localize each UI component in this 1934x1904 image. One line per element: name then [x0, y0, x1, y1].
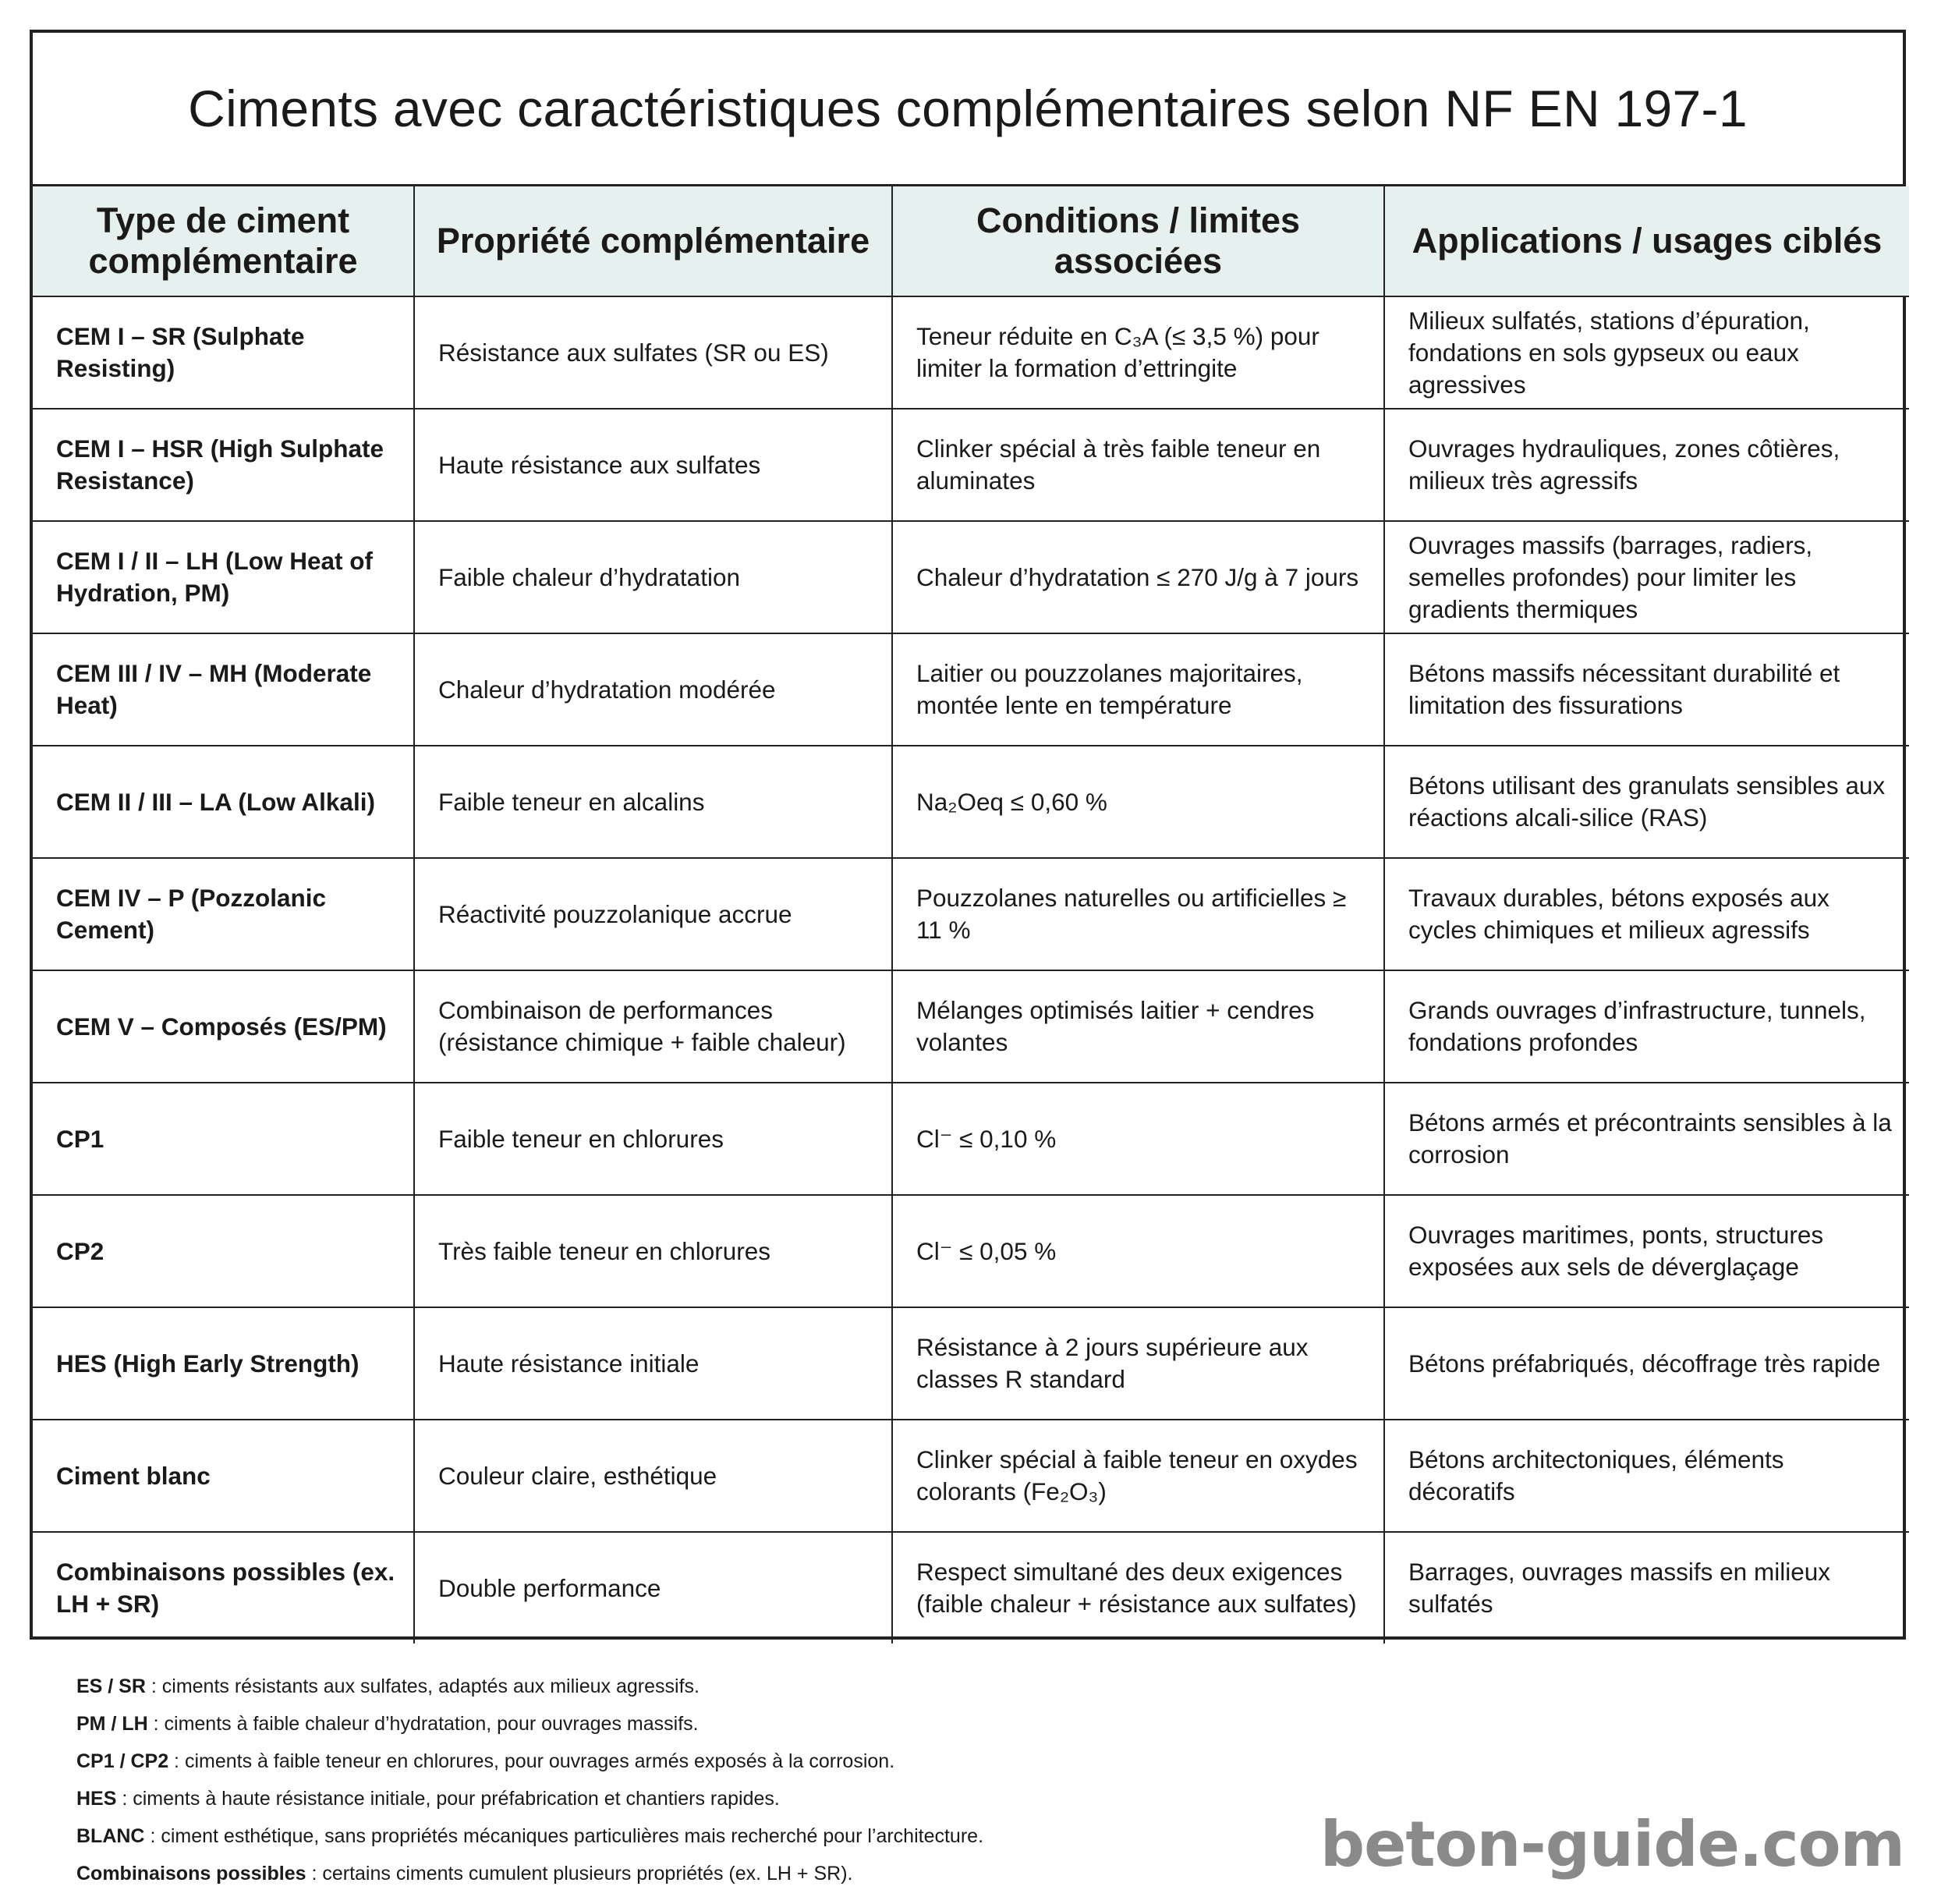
cell-property: Haute résistance aux sulfates: [414, 409, 892, 521]
table-body: [33, 296, 1909, 1643]
footnote-text: : ciments résistants aux sulfates, adaptés aux milieux agressifs.: [145, 1675, 700, 1697]
cell-property: Faible teneur en alcalins: [414, 746, 892, 858]
footnote-item: [76, 1668, 983, 1705]
footnote-term: ES / SR: [76, 1675, 146, 1697]
cell-conditions: Clinker spécial à très faible teneur en aluminates: [892, 409, 1384, 521]
cell-type: CEM I – HSR (High Sulphate Resistance): [33, 409, 414, 521]
footnote-text: : certains ciments cumulent plusieurs propriétés (ex. LH + SR).: [306, 1863, 853, 1884]
cell-applications: Bétons massifs nécessitant durabilité et limitation des fissurations: [1384, 633, 1909, 746]
cell-applications: Bétons architectoniques, éléments décoratifs: [1384, 1420, 1909, 1532]
footnote-item: [76, 1855, 983, 1892]
cell-property: Couleur claire, esthétique: [414, 1420, 892, 1532]
cell-property: Chaleur d’hydratation modérée: [414, 633, 892, 746]
cell-applications: Ouvrages massifs (barrages, radiers, semelles profondes) pour limiter les gradients thermiques: [1384, 521, 1909, 633]
cell-conditions: Cl⁻ ≤ 0,10 %: [892, 1083, 1384, 1195]
cell-type: CEM III / IV – MH (Moderate Heat): [33, 633, 414, 746]
table-row: [33, 970, 1909, 1083]
cell-property: Double performance: [414, 1532, 892, 1643]
cell-type: Combinaisons possibles (ex. LH + SR): [33, 1532, 414, 1643]
table-row: [33, 1195, 1909, 1307]
table-row: [33, 858, 1909, 970]
cell-conditions: Na₂Oeq ≤ 0,60 %: [892, 746, 1384, 858]
table-row: [33, 1532, 1909, 1643]
cell-applications: Ouvrages hydrauliques, zones côtières, milieux très agressifs: [1384, 409, 1909, 521]
cell-applications: Ouvrages maritimes, ponts, structures exposées aux sels de déverglaçage: [1384, 1195, 1909, 1307]
cell-property: Haute résistance initiale: [414, 1307, 892, 1420]
cell-applications: Bétons préfabriqués, décoffrage très rapide: [1384, 1307, 1909, 1420]
cell-type: CEM I / II – LH (Low Heat of Hydration, PM): [33, 521, 414, 633]
cell-type: CEM II / III – LA (Low Alkali): [33, 746, 414, 858]
cell-applications: Bétons utilisant des granulats sensibles aux réactions alcali-silice (RAS): [1384, 746, 1909, 858]
cell-type: CEM IV – P (Pozzolanic Cement): [33, 858, 414, 970]
footnote-item: [76, 1743, 983, 1780]
footnote-text: : ciments à haute résistance initiale, pour préfabrication et chantiers rapides.: [116, 1788, 780, 1810]
table-row: [33, 633, 1909, 746]
table-row: [33, 521, 1909, 633]
footnote-item: [76, 1705, 983, 1743]
cell-type: CP1: [33, 1083, 414, 1195]
table-row: [33, 746, 1909, 858]
footnote-item: [76, 1817, 983, 1855]
footnote-term: Combinaisons possibles: [76, 1863, 306, 1884]
cell-conditions: Clinker spécial à faible teneur en oxydes colorants (Fe₂O₃): [892, 1420, 1384, 1532]
table-row: [33, 409, 1909, 521]
cement-table: [30, 30, 1906, 1640]
site-watermark: beton-guide.com: [1319, 1808, 1904, 1881]
cell-conditions: Teneur réduite en C₃A (≤ 3,5 %) pour limiter la formation d’ettringite: [892, 296, 1384, 409]
table-row: [33, 1420, 1909, 1532]
footnote-term: CP1 / CP2: [76, 1750, 169, 1772]
cell-property: Réactivité pouzzolanique accrue: [414, 858, 892, 970]
table-row: [33, 296, 1909, 409]
cell-conditions: Cl⁻ ≤ 0,05 %: [892, 1195, 1384, 1307]
title-row: [33, 33, 1903, 186]
footnotes: [76, 1668, 983, 1892]
footnote-text: : ciment esthétique, sans propriétés mécaniques particulières mais recherché pour l’architecture.: [144, 1825, 984, 1847]
page-title: Ciments avec caractéristiques complémentaires selon NF EN 197-1: [188, 80, 1748, 137]
header-row: [33, 186, 1909, 296]
cell-conditions: Résistance à 2 jours supérieure aux classes R standard: [892, 1307, 1384, 1420]
cell-type: Ciment blanc: [33, 1420, 414, 1532]
cell-conditions: Pouzzolanes naturelles ou artificielles ≥ 11 %: [892, 858, 1384, 970]
footnote-term: BLANC: [76, 1825, 145, 1847]
cell-type: CEM V – Composés (ES/PM): [33, 970, 414, 1083]
cell-conditions: Chaleur d’hydratation ≤ 270 J/g à 7 jours: [892, 521, 1384, 633]
cell-type: CP2: [33, 1195, 414, 1307]
cell-applications: Travaux durables, bétons exposés aux cycles chimiques et milieux agressifs: [1384, 858, 1909, 970]
footnote-text: : ciments à faible chaleur d’hydratation, pour ouvrages massifs.: [147, 1713, 699, 1735]
footnote-term: HES: [76, 1788, 117, 1810]
header-conditions: Conditions / limites associées: [892, 186, 1384, 296]
header-applications: Applications / usages ciblés: [1384, 186, 1909, 296]
footnote-text: : ciments à faible teneur en chlorures, pour ouvrages armés exposés à la corrosion.: [168, 1750, 895, 1772]
table-row: [33, 1307, 1909, 1420]
cell-property: Combinaison de performances (résistance chimique + faible chaleur): [414, 970, 892, 1083]
cell-applications: Barrages, ouvrages massifs en milieux sulfatés: [1384, 1532, 1909, 1643]
cell-property: Faible teneur en chlorures: [414, 1083, 892, 1195]
cell-property: Faible chaleur d’hydratation: [414, 521, 892, 633]
table-row: [33, 1083, 1909, 1195]
cell-type: CEM I – SR (Sulphate Resisting): [33, 296, 414, 409]
cell-applications: Grands ouvrages d’infrastructure, tunnels, fondations profondes: [1384, 970, 1909, 1083]
cell-property: Très faible teneur en chlorures: [414, 1195, 892, 1307]
cell-type: HES (High Early Strength): [33, 1307, 414, 1420]
cell-applications: Bétons armés et précontraints sensibles à la corrosion: [1384, 1083, 1909, 1195]
cell-conditions: Mélanges optimisés laitier + cendres volantes: [892, 970, 1384, 1083]
header-type: Type de ciment complémentaire: [33, 186, 414, 296]
footnote-term: PM / LH: [76, 1713, 148, 1735]
data-table: [33, 186, 1909, 1643]
cell-conditions: Laitier ou pouzzolanes majoritaires, montée lente en température: [892, 633, 1384, 746]
footnote-item: [76, 1780, 983, 1817]
cell-property: Résistance aux sulfates (SR ou ES): [414, 296, 892, 409]
cell-conditions: Respect simultané des deux exigences (faible chaleur + résistance aux sulfates): [892, 1532, 1384, 1643]
cell-applications: Milieux sulfatés, stations d’épuration, fondations en sols gypseux ou eaux agressives: [1384, 296, 1909, 409]
header-property: Propriété complémentaire: [414, 186, 892, 296]
